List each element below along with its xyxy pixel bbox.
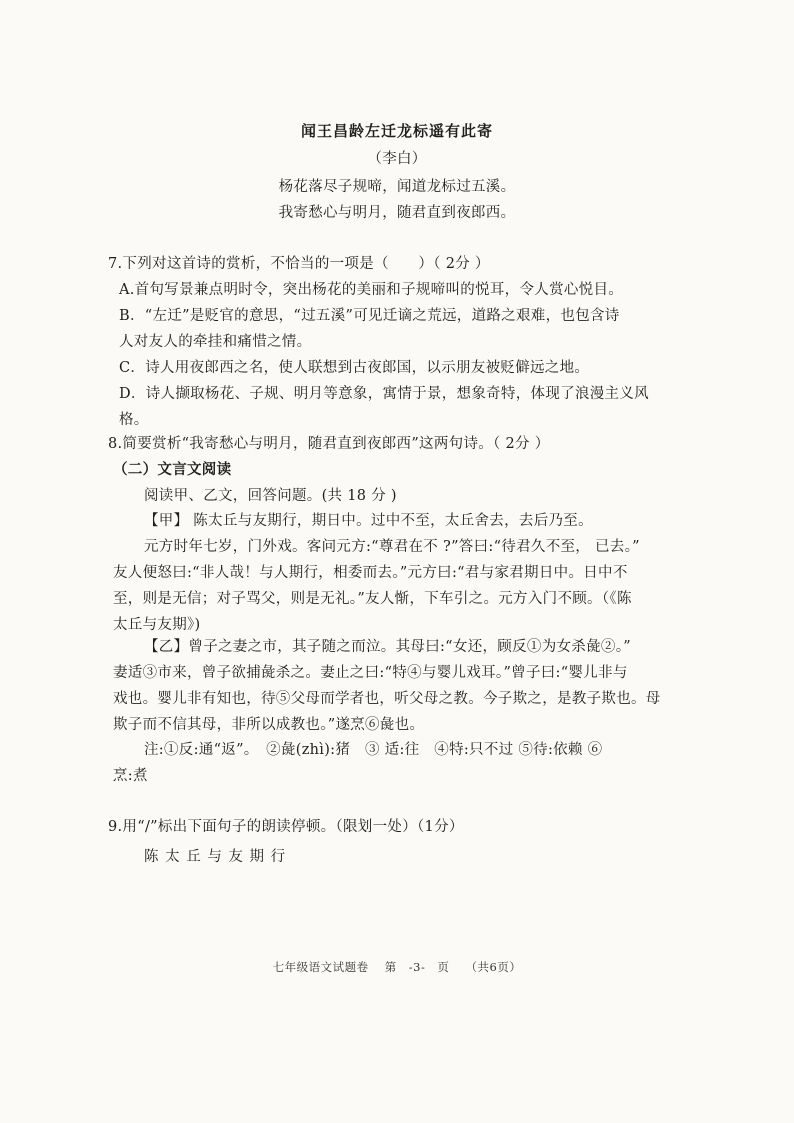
notes-line-1: 注:①反:通“返”。 ②彘(zhì):猪 ③ 适:往 ④特:只不过 ⑤待:依赖 ⑥ xyxy=(144,742,603,758)
poem-line-1: 杨花落尽子规啼，闻道龙标过五溪。 xyxy=(278,179,516,195)
question-9-stem: 9.用“/”标出下面句子的朗读停顿。（限划一处）（1分） xyxy=(108,819,464,835)
question-7-stem: 7.下列对这首诗的赏析，不恰当的一项是（ ）（ 2分 ） xyxy=(108,256,490,272)
footer-page-number: 第 -3- 页 xyxy=(384,960,450,974)
question-9-sentence: 陈 太 丘 与 友 期 行 xyxy=(144,849,287,865)
passage-jia-line-5: 太丘与友期》) xyxy=(113,617,201,633)
passage-yi-line-1: 【乙】曾子之妻之市，其子随之而泣。其母曰:“女还，顾反①为女杀彘②。” xyxy=(144,639,631,655)
footer-page-total: （共6页） xyxy=(465,960,522,974)
section-2-heading: （二）文言文阅读 xyxy=(113,461,232,478)
question-7-option-b-cont: 人对友人的牵挂和痛惜之情。 xyxy=(119,334,312,350)
poem-author: （李白） xyxy=(367,151,427,167)
question-7-option-a: A.首句写景兼点明时令，突出杨花的美丽和子规啼叫的悦耳，令人赏心悦目。 xyxy=(119,282,624,298)
passage-jia-line-1: 【甲】 陈太丘与友期行，期日中。过中不至，太丘舍去，去后乃至。 xyxy=(144,513,593,529)
question-7-option-d-cont: 格。 xyxy=(119,412,149,428)
question-7-option-d: D．诗人撷取杨花、子规、明月等意象，寓情于景，想象奇特，体现了浪漫主义风 xyxy=(119,386,649,402)
notes-line-2: 烹:煮 xyxy=(113,768,148,784)
passage-yi-line-2: 妻适③市来，曾子欲捕彘杀之。妻止之曰:“特④与婴儿戏耳。”曾子曰:“婴儿非与 xyxy=(113,665,628,681)
footer-exam-name: 七年级语文试题卷 xyxy=(272,960,369,974)
question-7-option-b: B．“左迁”是贬官的意思，“过五溪”可见迁谪之荒远，道路之艰难，也包含诗 xyxy=(119,308,620,324)
passage-jia-line-2: 元方时年七岁，门外戏。客问元方:“尊君在不 ?”答曰:“待君久不至， 已去。” xyxy=(144,539,640,555)
question-8-stem: 8.简要赏析“我寄愁心与明月，随君直到夜郎西”这两句诗。（ 2分 ） xyxy=(108,436,550,452)
page-footer xyxy=(0,962,794,974)
question-7-option-c: C．诗人用夜郎西之名，使人联想到古夜郎国，以示朋友被贬僻远之地。 xyxy=(119,360,590,376)
passage-jia-line-4: 至，则是无信；对子骂父，则是无礼。”友人惭，下车引之。元方入门不顾。（《陈 xyxy=(113,591,632,607)
passage-yi-line-3: 戏也。婴儿非有知也，待⑤父母而学者也，听父母之教。今子欺之，是教子欺也。母 xyxy=(113,691,661,707)
poem-title: 闻王昌龄左迁龙标遥有此寄 xyxy=(300,122,493,140)
passage-yi-line-4: 欺子而不信其母，非所以成教也。”遂烹⑥彘也。 xyxy=(113,717,425,733)
poem-line-2: 我寄愁心与明月，随君直到夜郎西。 xyxy=(278,205,516,221)
section-2-intro: 阅读甲、乙文，回答问题。(共 18 分 ) xyxy=(144,488,397,504)
passage-jia-line-3: 友人便怒曰:“非人哉！与人期行，相委而去。”元方曰:“君与家君期日中。日中不 xyxy=(113,565,628,581)
